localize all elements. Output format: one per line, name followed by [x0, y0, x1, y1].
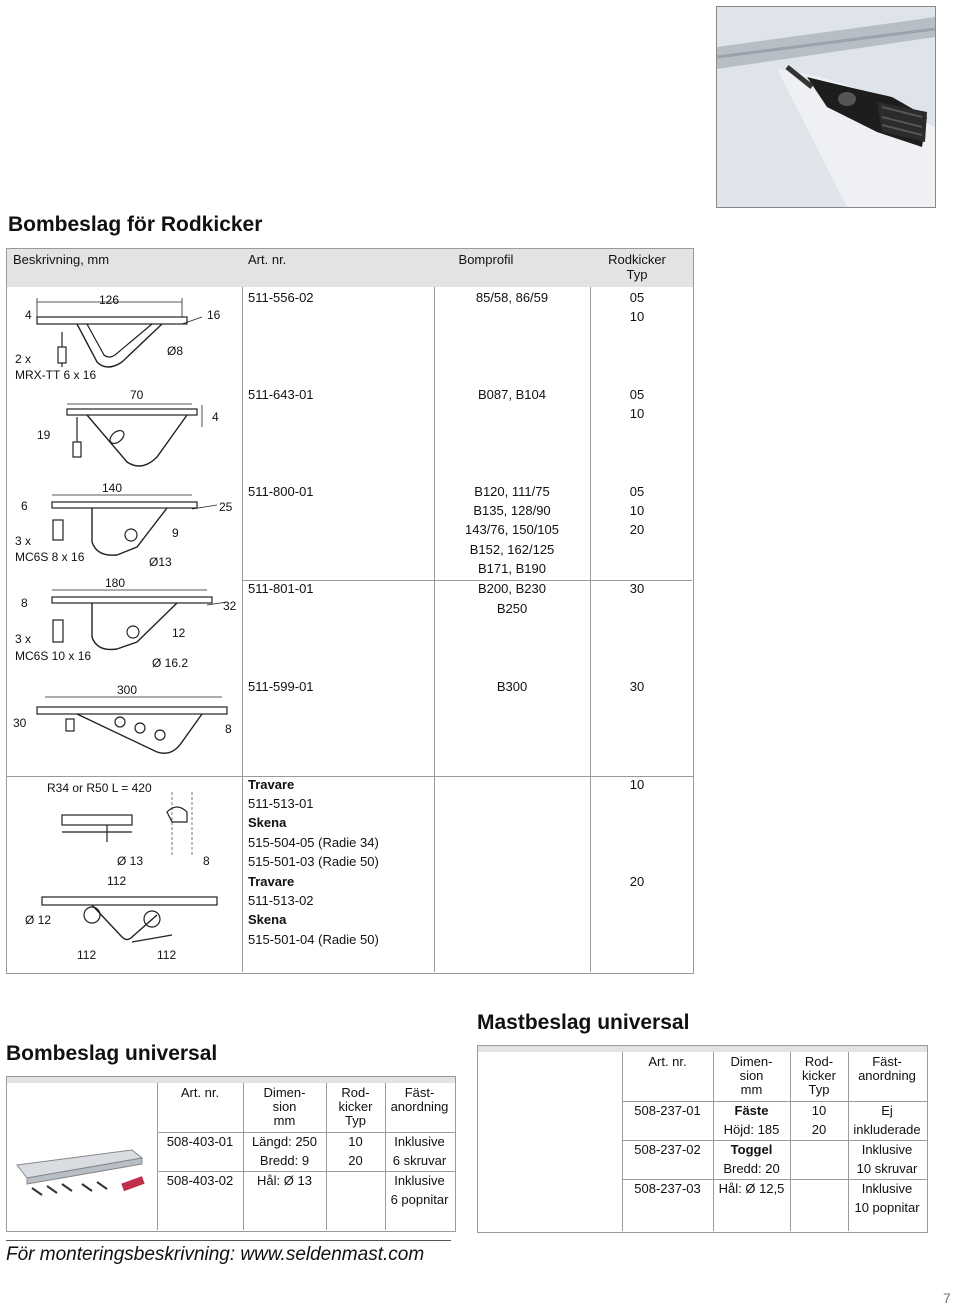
s3-dim-1: Fäste: [734, 1103, 769, 1118]
dim-label: 70: [130, 388, 144, 402]
profile-row2: B087, B104: [478, 387, 546, 402]
s3-fa-3: Inklusive: [861, 1142, 913, 1157]
universal-fitting-image: [12, 1140, 152, 1200]
dim-label: 112: [157, 948, 177, 962]
technical-drawings: [7, 287, 242, 972]
dim-label: 126: [99, 293, 120, 307]
s3-header-rk2: kicker: [802, 1068, 836, 1083]
fitting-illustration: [12, 1140, 152, 1200]
rk-row3-a: 05: [629, 484, 645, 499]
rk-row3-b: 10: [629, 503, 645, 518]
s3-rk-1: 10: [811, 1103, 827, 1118]
dim-label: 30: [13, 716, 27, 730]
s2-art-1: 508-403-01: [166, 1134, 234, 1149]
dim-label: R34 or R50 L = 420: [47, 781, 152, 795]
s3-art-5: 508-237-03: [634, 1181, 701, 1196]
dim-label: 32: [223, 599, 237, 613]
s3-dim-4: Bredd: 20: [723, 1161, 780, 1176]
footer-link-text[interactable]: För monteringsbeskrivning: www.seldenmast.com: [6, 1244, 425, 1265]
drawing-511-801-01: [52, 590, 227, 650]
s2-header-rk3: Typ: [345, 1113, 366, 1128]
s3-art-1: 508-237-01: [634, 1103, 701, 1118]
s3-dim-2: Höjd: 185: [723, 1122, 780, 1137]
dim-label: 16: [207, 308, 221, 322]
dim-label: 9: [172, 526, 179, 540]
dim-label: Ø 12: [25, 913, 52, 927]
s2-rk-1: 10: [348, 1134, 363, 1149]
dim-label: Ø 16.2: [152, 656, 189, 670]
section3-title: Mastbeslag universal: [477, 1011, 690, 1034]
trav-line-5: 515-501-03 (Radie 50): [248, 854, 379, 869]
art-511-800-01: 511-800-01: [248, 484, 314, 499]
profile-row4-1: B200, B230: [478, 581, 546, 596]
drawing-511-643-01: [67, 404, 202, 466]
header-rodkicker: Rodkicker: [608, 252, 666, 267]
header-description: Beskrivning, mm: [13, 252, 110, 267]
s2-header-dim2: sion: [272, 1099, 297, 1114]
s2-header-dim1: Dimen-: [263, 1085, 306, 1100]
s3-header-dim3: mm: [740, 1082, 763, 1097]
s3-header-rk3: Typ: [808, 1082, 830, 1097]
profile-row5: B300: [496, 679, 528, 694]
s3-fa-1: Ej: [881, 1103, 893, 1118]
s3-header-dim2: sion: [739, 1068, 764, 1083]
s2-rk-2: 20: [348, 1153, 363, 1168]
trav-line-3: Skena: [248, 815, 287, 830]
header-typ: Typ: [626, 267, 648, 282]
dim-label: 8: [21, 596, 28, 610]
rk-row3-c: 20: [629, 522, 645, 537]
rk-row1-b: 10: [629, 309, 645, 324]
s2-header-rk2: kicker: [338, 1099, 373, 1114]
rk-row5: 30: [629, 679, 645, 694]
s3-fa-2: inkluderade: [853, 1122, 921, 1137]
section2-title: Bombeslag universal: [6, 1042, 218, 1065]
dim-label: 112: [77, 948, 97, 962]
dim-label: 12: [172, 626, 186, 640]
dim-label: 2 x: [15, 352, 32, 366]
profile-row3-5: B171, B190: [478, 561, 546, 576]
s3-header-art: Art. nr.: [648, 1054, 687, 1069]
header-bomprofil: Bomprofil: [458, 252, 514, 267]
dim-label: 6: [21, 499, 28, 513]
profile-row3-1: B120, 111/75: [474, 484, 550, 499]
dim-label: MC6S 8 x 16: [15, 550, 85, 564]
page-number: 7: [943, 1290, 951, 1306]
s3-dim-5: Hål: Ø 12,5: [718, 1181, 785, 1196]
s2-header-rk1: Rod-: [341, 1085, 370, 1100]
dim-label: MRX-TT 6 x 16: [15, 368, 97, 382]
trav-rk-2: 20: [629, 874, 645, 889]
dim-label: 25: [219, 500, 233, 514]
s3-fa-5: Inklusive: [861, 1181, 913, 1196]
trav-rk-1: 10: [629, 777, 645, 792]
dim-label: 3 x: [15, 534, 32, 548]
profile-row1: 85/58, 86/59: [475, 290, 549, 305]
col-divider: [242, 287, 243, 972]
s3-header-dim1: Dimen-: [730, 1054, 773, 1069]
dim-label: 3 x: [15, 632, 32, 646]
trav-line-8: Skena: [248, 912, 287, 927]
profile-row4-2: B250: [496, 601, 528, 616]
s3-fa-4: 10 skruvar: [856, 1161, 918, 1176]
s3-header-rk1: Rod-: [804, 1054, 834, 1069]
s3-header-fa1: Fäst-: [872, 1054, 902, 1069]
profile-row3-4: B152, 162/125: [469, 542, 555, 557]
s2-header-dim3: mm: [273, 1113, 296, 1128]
trav-line-4: 515-504-05 (Radie 34): [248, 835, 379, 850]
s2-dim-3: Hål: Ø 13: [257, 1173, 312, 1188]
s3-header-fa2: anordning: [858, 1068, 916, 1083]
s3-rk-2: 20: [811, 1122, 827, 1137]
dim-label: Ø 13: [117, 854, 144, 868]
art-511-556-02: 511-556-02: [248, 290, 314, 305]
profile-row3-3: 143/76, 150/105: [465, 522, 559, 537]
dim-label: 300: [117, 683, 138, 697]
s2-header-art: Art. nr.: [180, 1085, 220, 1100]
rk-row4: 30: [629, 581, 645, 596]
col-divider: [157, 1083, 158, 1230]
trav-line-9: 515-501-04 (Radie 50): [248, 932, 379, 947]
dim-label: MC6S 10 x 16: [15, 649, 92, 663]
footer-rule: [6, 1240, 451, 1241]
art-511-801-01: 511-801-01: [248, 581, 314, 596]
trav-line-6: Travare: [248, 874, 295, 889]
dim-label: 140: [102, 481, 123, 495]
s3-dim-3: Toggel: [730, 1142, 773, 1157]
trav-line-2: 511-513-01: [248, 796, 314, 811]
section1-title: Bombeslag för Rodkicker: [8, 213, 263, 236]
drawing-511-800-01: [52, 495, 217, 555]
rk-row2-b: 10: [629, 406, 645, 421]
s2-dim-1: Längd: 250: [251, 1134, 318, 1149]
s2-header-fa2: anordning: [390, 1099, 449, 1114]
dim-label: 8: [225, 722, 232, 736]
dim-label: 19: [37, 428, 51, 442]
drawing-511-599-01: [37, 697, 227, 753]
trav-line-1: Travare: [248, 777, 295, 792]
s2-dim-2: Bredd: 9: [259, 1153, 310, 1168]
dim-label: 4: [25, 308, 32, 322]
art-511-643-01: 511-643-01: [248, 387, 314, 402]
rodkicker-photo-illustration: [717, 7, 935, 207]
s2-fa-4: 6 popnitar: [390, 1192, 449, 1207]
art-511-599-01: 511-599-01: [248, 679, 314, 694]
s2-art-3: 508-403-02: [166, 1173, 234, 1188]
dim-label: 8: [203, 854, 210, 868]
dim-label: 112: [107, 874, 127, 888]
profile-row3-2: B135, 128/90: [473, 503, 551, 518]
s2-fa-1: Inklusive: [394, 1134, 445, 1149]
s2-header-fa1: Fäst-: [404, 1085, 435, 1100]
rk-row2-a: 05: [629, 387, 645, 402]
product-photo: [716, 6, 936, 208]
dim-label: 180: [105, 576, 126, 590]
trav-line-7: 511-513-02: [248, 893, 314, 908]
s3-art-3: 508-237-02: [634, 1142, 701, 1157]
s2-fa-2: 6 skruvar: [392, 1153, 447, 1168]
rk-row1-a: 05: [629, 290, 645, 305]
dim-label: Ø13: [149, 555, 172, 569]
s3-fa-6: 10 popnitar: [854, 1200, 920, 1215]
header-art-nr: Art. nr.: [248, 252, 287, 267]
dim-label: Ø8: [167, 344, 184, 358]
s2-fa-3: Inklusive: [394, 1173, 445, 1188]
dim-label: 4: [212, 410, 219, 424]
